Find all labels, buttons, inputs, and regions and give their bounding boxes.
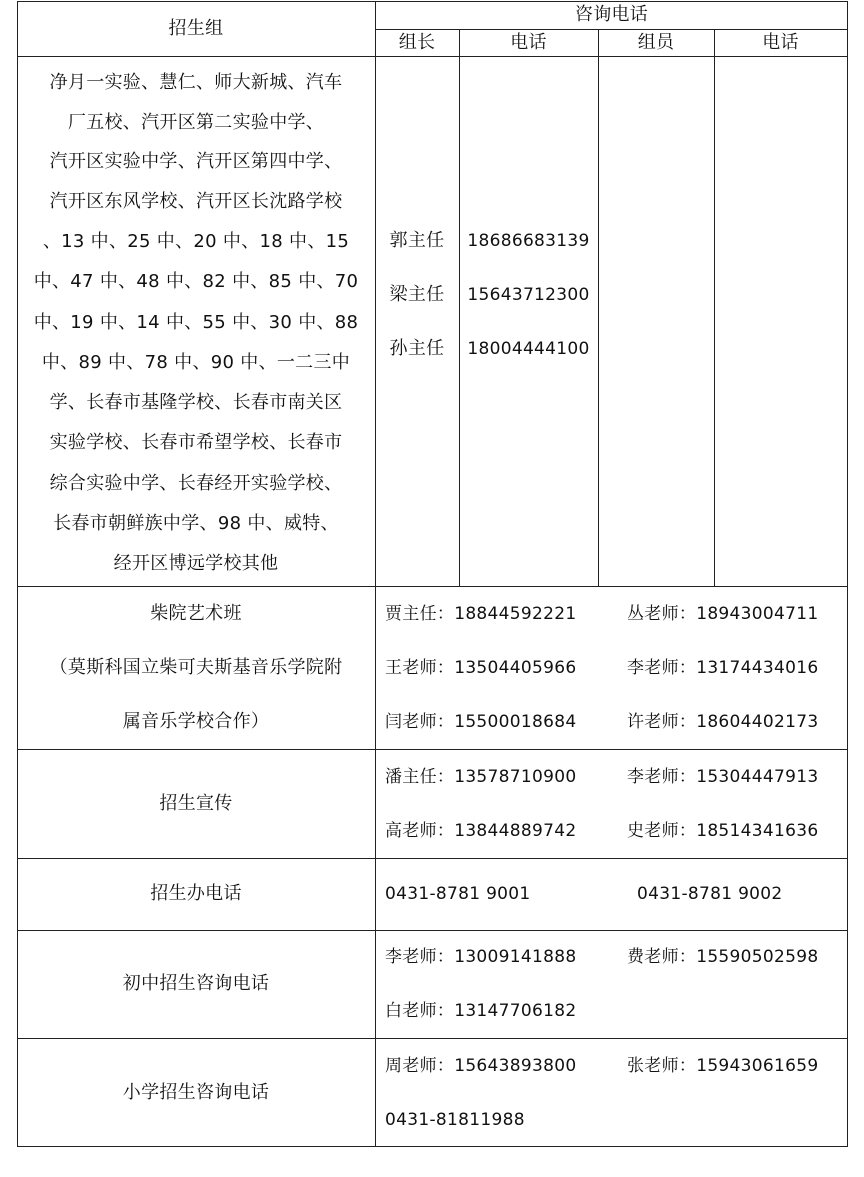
section-title: 招生办电话: [150, 883, 242, 904]
leader-name: 梁主任: [389, 284, 445, 305]
school-line: 中、47 中、48 中、82 中、85 中、70: [33, 271, 359, 292]
section-title: 属音乐学校合作）: [122, 711, 270, 732]
header-bottom-line: [17, 56, 848, 57]
school-line: 、13 中、25 中、20 中、18 中、15: [42, 231, 350, 252]
table-border-right: [847, 1, 848, 1147]
section-title: 小学招生咨询电话: [122, 1082, 270, 1103]
row-divider-4: [17, 930, 848, 931]
header-group: 招生组: [168, 18, 224, 39]
header-phone: 电话: [510, 32, 547, 53]
school-line: 中、19 中、14 中、55 中、30 中、88: [33, 312, 359, 333]
leader-name: 孙主任: [389, 338, 445, 359]
contact-entry: 白老师：13147706182: [385, 1001, 577, 1021]
row-divider-5: [17, 1038, 848, 1039]
office-phone: 0431-8781 9001: [385, 884, 531, 904]
table-border-bottom: [17, 1146, 848, 1147]
contact-entry: 高老师：13844889742: [385, 821, 577, 841]
contact-entry: 王老师：13504405966: [385, 658, 577, 678]
header-phone-2: 电话: [762, 32, 799, 53]
school-line: 经开区博远学校其他: [113, 553, 279, 574]
contact-entry: 0431-81811988: [385, 1110, 525, 1130]
office-phone: 0431-8781 9002: [637, 884, 783, 904]
school-line: 汽开区东风学校、汽开区长沈路学校: [49, 191, 343, 212]
contact-entry: 丛老师：18943004711: [627, 604, 819, 624]
contact-entry: 潘主任：13578710900: [385, 767, 577, 787]
contact-entry: 闫老师：15500018684: [385, 712, 577, 732]
table-border-top: [17, 1, 848, 2]
column-divider-main: [375, 1, 376, 1147]
header-consult-phone: 咨询电话: [574, 4, 649, 25]
school-line: 长春市朝鲜族中学、98 中、威特、: [53, 513, 339, 534]
header-divider: [375, 29, 848, 30]
section-title: 招生宣传: [159, 793, 233, 814]
leader-name: 郭主任: [389, 230, 445, 251]
contact-entry: 李老师：13009141888: [385, 947, 577, 967]
contact-entry: 史老师：18514341636: [627, 821, 819, 841]
contact-entry: 李老师：15304447913: [627, 767, 819, 787]
school-line: 学、长春市基隆学校、长春市南关区: [49, 392, 343, 413]
header-leader: 组长: [398, 32, 436, 53]
column-divider-phone: [598, 29, 599, 586]
section-title: 初中招生咨询电话: [122, 973, 270, 994]
school-line: 中、89 中、78 中、90 中、一二三中: [41, 352, 351, 373]
contact-entry: 费老师：15590502598: [627, 947, 819, 967]
section-title: 柴院艺术班: [150, 603, 242, 624]
school-line: 汽开区实验中学、汽开区第四中学、: [49, 151, 343, 172]
leader-phone: 15643712300: [467, 285, 590, 305]
contact-entry: 许老师：18604402173: [627, 712, 819, 732]
school-line: 综合实验中学、长春经开实验学校、: [49, 473, 343, 494]
leader-phone: 18686683139: [467, 231, 590, 251]
column-divider-member: [714, 29, 715, 586]
header-member: 组员: [637, 32, 675, 53]
row-divider-1: [17, 586, 848, 587]
row-divider-2: [17, 749, 848, 750]
school-line: 净月一实验、慧仁、师大新城、汽车: [49, 72, 343, 93]
contact-entry: 张老师：15943061659: [627, 1056, 819, 1076]
contact-entry: 贾主任：18844592221: [385, 604, 577, 624]
section-title: （莫斯科国立柴可夫斯基音乐学院附: [49, 657, 343, 678]
school-line: 厂五校、汽开区第二实验中学、: [67, 112, 325, 133]
contact-entry: 周老师：15643893800: [385, 1056, 577, 1076]
contact-entry: 李老师：13174434016: [627, 658, 819, 678]
column-divider-leader: [459, 29, 460, 586]
row-divider-3: [17, 858, 848, 859]
school-line: 实验学校、长春市希望学校、长春市: [49, 432, 343, 453]
leader-phone: 18004444100: [467, 339, 590, 359]
